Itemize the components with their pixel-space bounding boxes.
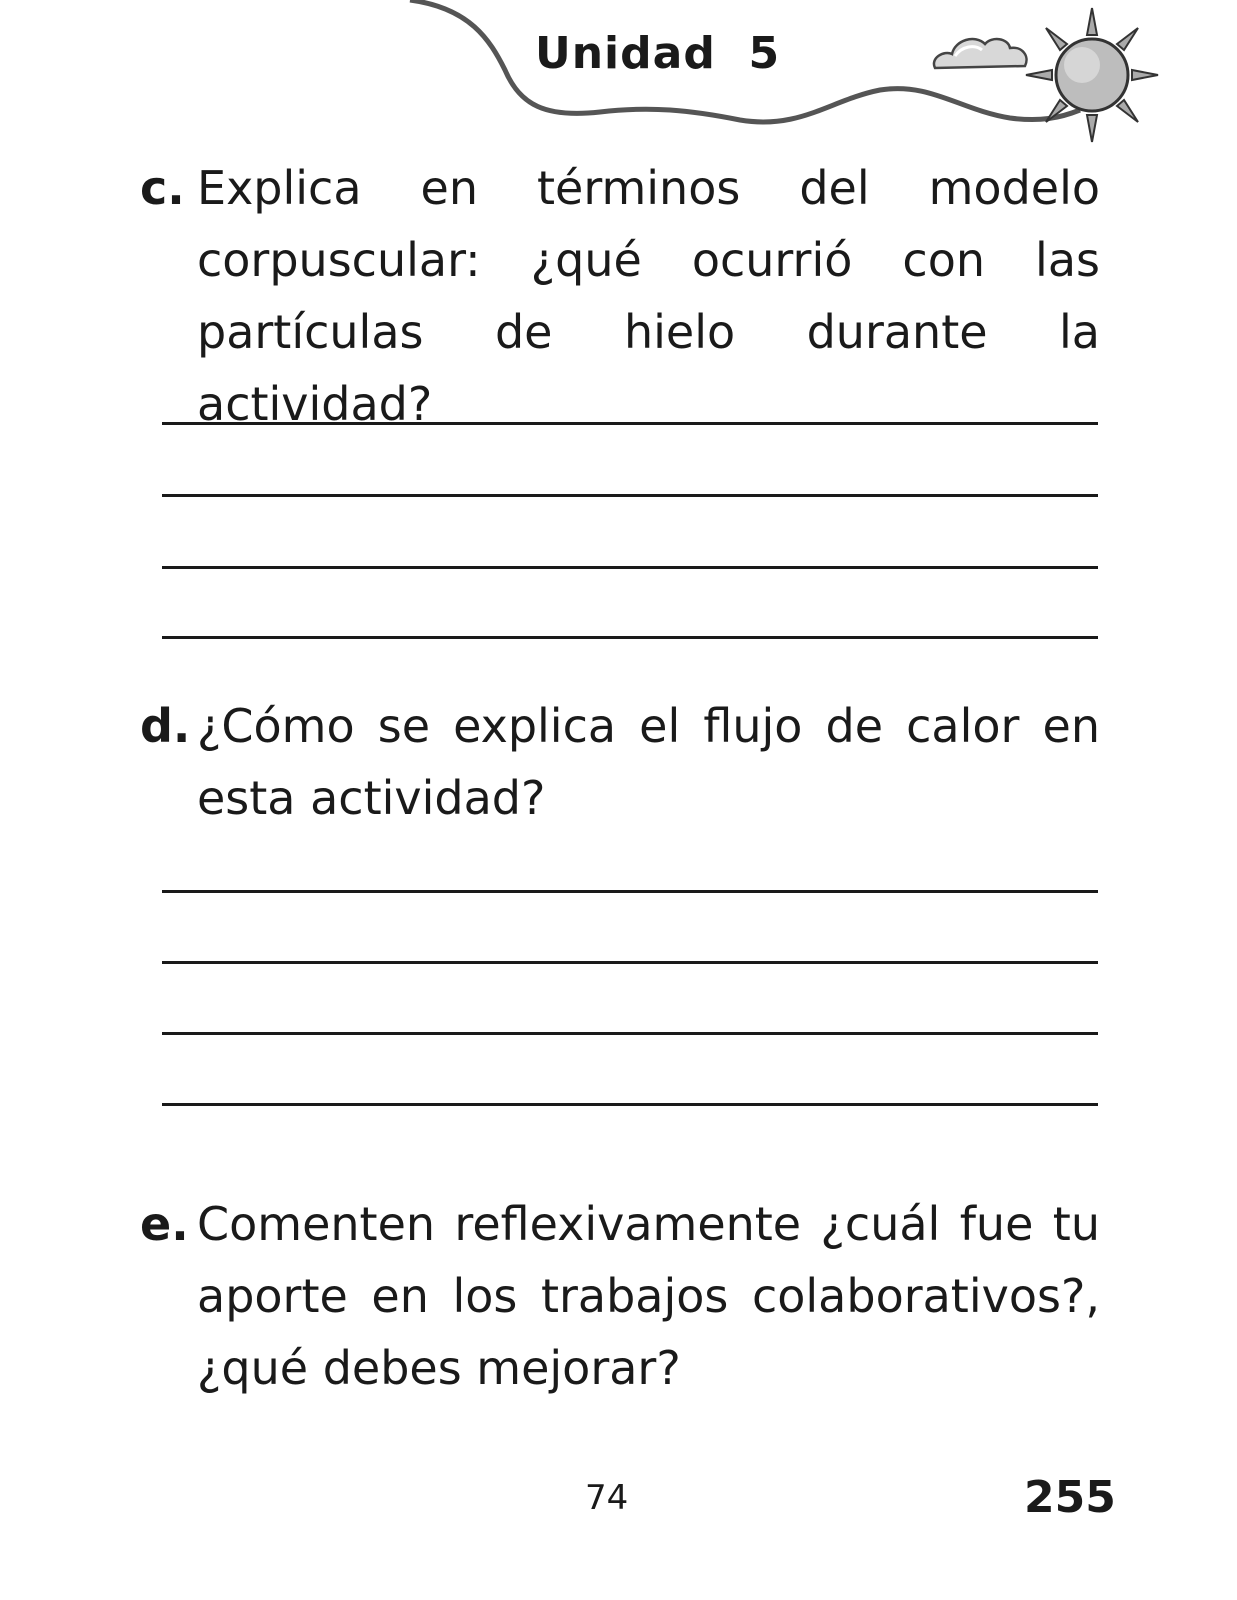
inner-page-number: 74: [585, 1478, 629, 1518]
question-c: [140, 152, 1100, 440]
answer-line[interactable]: [162, 961, 1098, 964]
unit-title: Unidad 5: [535, 28, 781, 79]
answer-line[interactable]: [162, 1103, 1098, 1106]
question-letter: c.: [140, 161, 185, 215]
question-text: Explica en términos del modelo corpuscular: ¿qué ocurrió con las partículas de hielo durante la actividad?: [197, 161, 1100, 431]
question-text: Comenten reflexivamente ¿cuál fue tu aporte en los trabajos colaborativos?, ¿qué debes mejorar?: [197, 1197, 1100, 1395]
page-number: 255: [1024, 1472, 1116, 1523]
question-d: [140, 690, 1100, 834]
question-e: [140, 1188, 1100, 1404]
sun-icon: [1026, 8, 1158, 142]
question-letter: d.: [140, 699, 191, 753]
answer-line[interactable]: [162, 890, 1098, 893]
question-letter: e.: [140, 1197, 189, 1251]
question-text: ¿Cómo se explica el flujo de calor en esta actividad?: [197, 699, 1100, 825]
answer-line[interactable]: [162, 636, 1098, 639]
answer-line[interactable]: [162, 494, 1098, 497]
answer-line[interactable]: [162, 1032, 1098, 1035]
answer-line[interactable]: [162, 566, 1098, 569]
answer-line[interactable]: [162, 422, 1098, 425]
cloud-icon: [934, 39, 1027, 68]
